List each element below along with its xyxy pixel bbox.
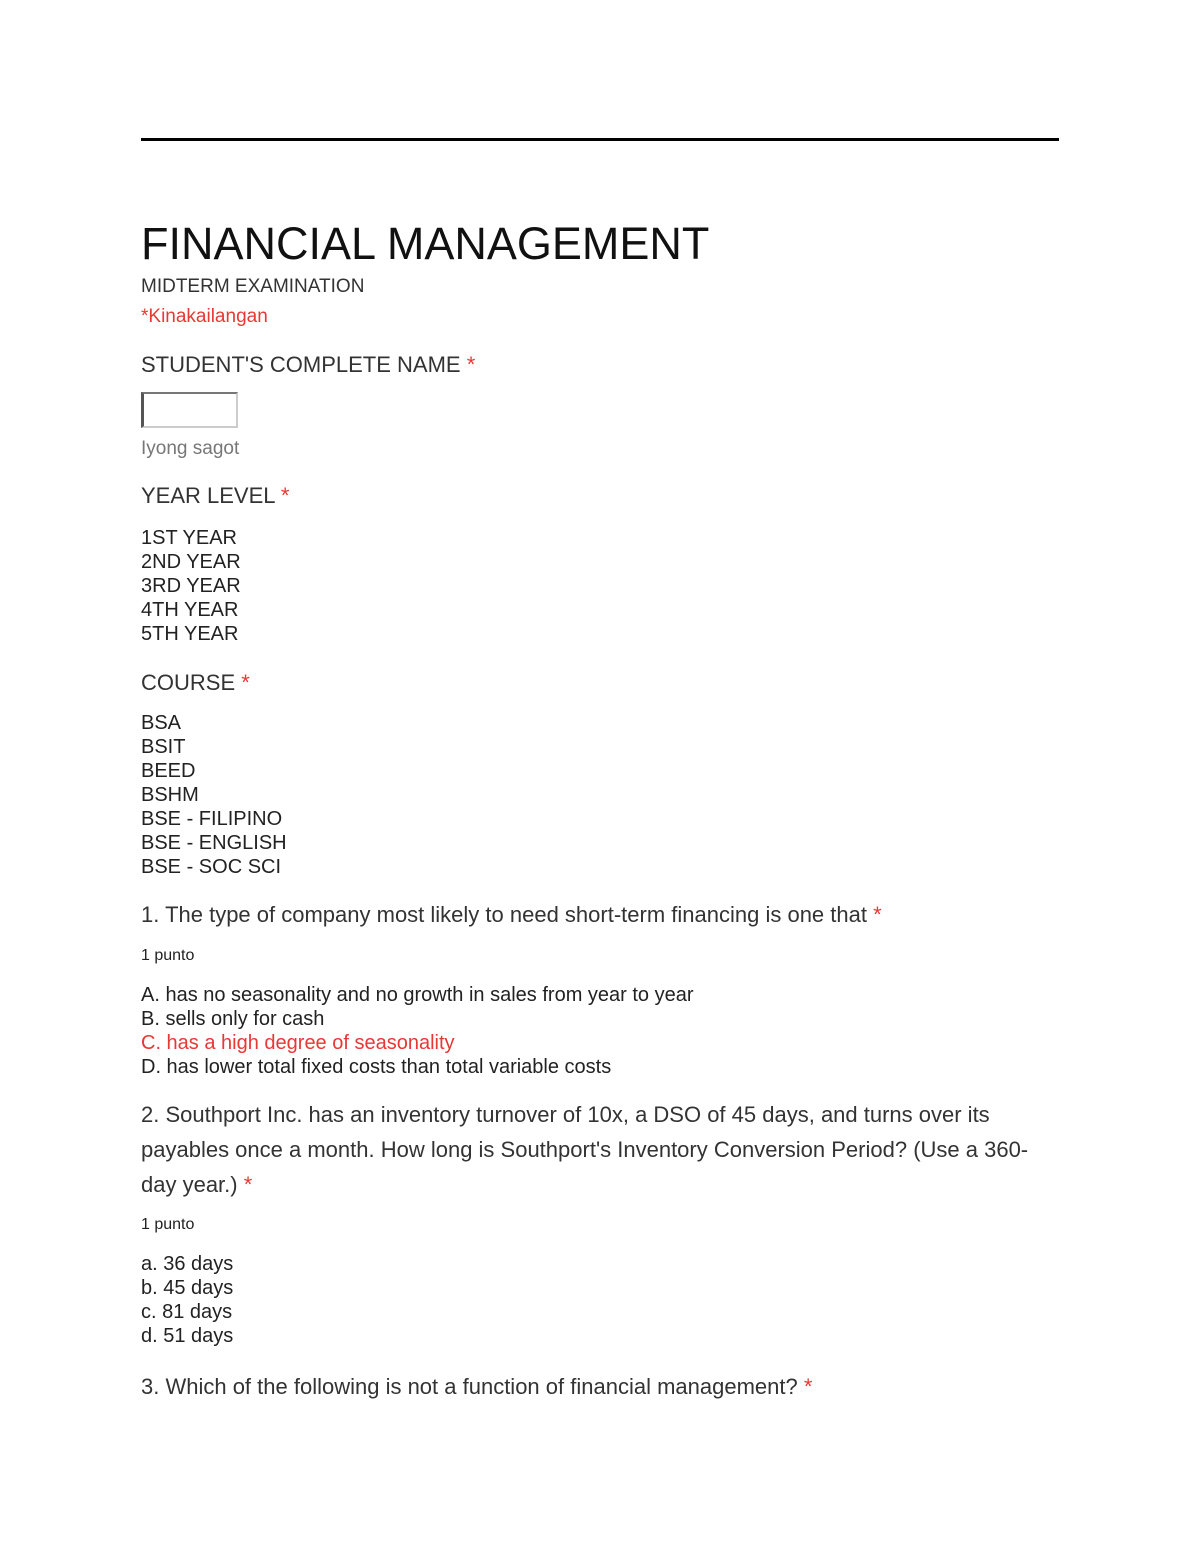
answer-hint: Iyong sagot (141, 438, 240, 459)
student-name-input[interactable] (141, 392, 238, 428)
question-2-option-b[interactable]: b. 45 days (141, 1277, 234, 1299)
course-option[interactable]: BSA (141, 712, 182, 734)
required-star: * (243, 1172, 253, 1197)
question-1-label (141, 901, 882, 929)
top-divider (141, 138, 1059, 141)
question-1-option-a[interactable]: A. has no seasonality and no growth in sales from year to year (141, 984, 694, 1006)
required-star: * (241, 670, 250, 695)
course-option[interactable]: BSHM (141, 784, 199, 806)
question-3-text: 3. Which of the following is not a function of financial management? (141, 1374, 798, 1399)
course-option[interactable]: BSE - SOC SCI (141, 856, 282, 878)
required-star: * (280, 483, 290, 508)
question-2-text: 2. Southport Inc. has an inventory turnover of 10x, a DSO of 45 days, and turns over its payables once a month. How long is Southport's Inventory Conversion Period? (Use a 360-day year.) (141, 1102, 1029, 1197)
question-1-text: 1. The type of company most likely to need short-term financing is one that (141, 902, 867, 927)
year-level-option[interactable]: 2ND YEAR (141, 551, 241, 573)
question-1-points: 1 punto (141, 947, 195, 964)
required-star: * (873, 902, 882, 927)
course-option[interactable]: BSE - FILIPINO (141, 808, 283, 830)
year-level-options (141, 526, 241, 646)
year-level-option[interactable]: 5TH YEAR (141, 623, 239, 645)
required-note: *Kinakailangan (141, 306, 268, 327)
course-option[interactable]: BSIT (141, 736, 186, 758)
question-1-options (141, 983, 694, 1079)
year-level-label-text: YEAR LEVEL (141, 483, 275, 508)
question-2-option-c[interactable]: c. 81 days (141, 1301, 233, 1323)
question-3-label (141, 1373, 812, 1401)
question-1-option-b[interactable]: B. sells only for cash (141, 1008, 325, 1030)
question-2-option-d[interactable]: d. 51 days (141, 1325, 234, 1347)
name-label-text: STUDENT'S COMPLETE NAME (141, 352, 461, 377)
question-2-points: 1 punto (141, 1216, 195, 1233)
course-question-label (141, 669, 250, 697)
required-star: * (466, 352, 476, 377)
year-level-option[interactable]: 4TH YEAR (141, 599, 239, 621)
course-option[interactable]: BEED (141, 760, 196, 782)
year-level-question-label (141, 482, 289, 510)
name-question-label (141, 351, 475, 379)
question-1-option-d[interactable]: D. has lower total fixed costs than total variable costs (141, 1056, 612, 1078)
required-star: * (803, 1374, 813, 1399)
question-2-options (141, 1252, 233, 1348)
year-level-option[interactable]: 3RD YEAR (141, 575, 241, 597)
form-subtitle: MIDTERM EXAMINATION (141, 276, 365, 297)
question-1-option-c[interactable]: C. has a high degree of seasonality (141, 1032, 455, 1054)
course-options (141, 711, 287, 879)
question-2-option-a[interactable]: a. 36 days (141, 1253, 234, 1275)
course-option[interactable]: BSE - ENGLISH (141, 832, 287, 854)
course-label-text: COURSE (141, 670, 236, 695)
form-title: FINANCIAL MANAGEMENT (141, 218, 710, 269)
question-2-label (141, 1097, 1059, 1202)
year-level-option[interactable]: 1ST YEAR (141, 527, 237, 549)
